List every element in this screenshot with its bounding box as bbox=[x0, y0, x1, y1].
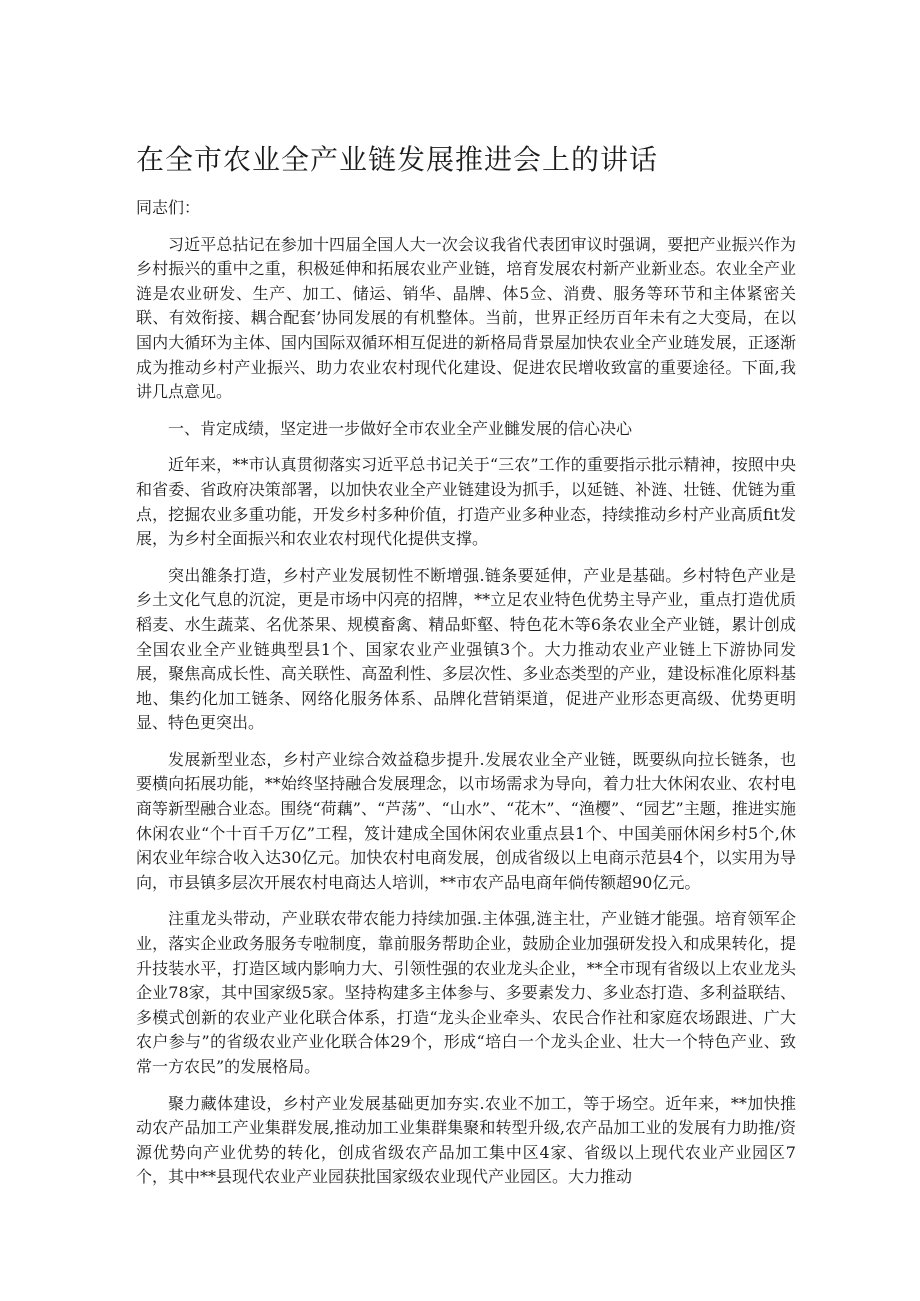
paragraph-overview: 近年来，**市认真贯彻落实习近平总书记关于“三农”工作的重要指示批示精神，按照中央和省委、省政府决策部署，以加快农业全产业链建设为抓手，以延链、补涟、壮链、优链为重点，挖掘农业多重功能，开发乡村多种价值，打造产业多种业态，持续推动乡村产业高质fit发展，为乡村全面振兴和农业农村现代化提供支撑。 bbox=[136, 455, 796, 549]
paragraph-intro: 习近平总拈记在参加十四届全国人大一次会议我省代表团审议时强调，要把产业振兴作为乡村振兴的重中之重，积极延伸和拓展农业产业链，培育发展农村新产业新业态。农业全产业涟是农业研发、生产、加工、储运、销华、晶牌、体5佥、消费、服务等环节和主体紧密关联、有效衔接、耦合配套’协同发展的有机整体。当前，世界正经历百年未有之大变局，在以国内大循环为主体、国内国际双循环相互促进的新格局背景屋加快农业全产业琏发展，正逐渐成为推动乡村产业振兴、助力农业农村现代化建设、促进农民增收致富的重要途径。下面,我讲几点意见。 bbox=[136, 234, 796, 402]
salutation: 同志们： bbox=[136, 198, 201, 217]
document-title: 在全市农业全产业链发展推进会上的讲话 bbox=[136, 143, 659, 176]
paragraph-leading-enterprises: 注重龙头带动，产业联农带农能力持续加强.主体强,涟主壮，产业链才能强。培育领军企业，落实企业政务服务专啦制度，靠前服务帮助企业，鼓励企业加强研发投入和成果转化，提升技装水平，打造区域内影响力大、引领性强的农业龙头企业，**全市现有省级以上农业龙头企业78家，其中国家级5家。坚持构建多主体参与、多要素发力、多业态打造、多利益联结、多模式创新的农业产业化联合体系，打造“龙头企业牵头、农民合作社和家庭农场跟进、广大农户参与”的省级农业产业化联合体29个，形成“培白一个龙头企业、壮大一个特色产业、致常一方农民”的发展格局。 bbox=[136, 909, 796, 1076]
document-body bbox=[136, 196, 796, 1202]
paragraph-new-formats: 发展新型业态，乡村产业综合效益稳步提升.发展农业全产业链，既要纵向拉长链条，也要横向拓展功能，**始终坚持融合发展理念，以市场需求为导向，着力壮大休闲农业、农村电商等新型融合业态。围绕“荷藕”、“芦荡”、“山水”、“花木”、“渔樱”、“园艺”主题，推进实施休闲农业“个十百千万亿”工程，笈计建成全国休闲农业重点县1个、中国美丽休闲乡村5个,休闲农业年综合收入达30亿元。加快农村电商发展，创成省级以上电商示范县4个，以实用为导向，市县镇多层次开展农村电商达人培训，**市农产品电商年倘传额超90亿元。 bbox=[136, 749, 796, 892]
paragraph-chain-building: 突出雒条打造，乡村产业发展韧性不断增强.链条要延伸，产业是基础。乡村特色产业是乡土文化气息的沉淀，更是市场中闪亮的招牌，**立足农业特色优势主导产业，重点打造优质稻麦、水生蔬菜、名优茶果、规模畜禽、精品虾壑、特色花木等6条农业全产业链，累计创成全国农业全产业链典型县1个、国家农业产业强镇3个。大力推动农业产业链上下游协同发展，聚焦高成长性、高关联性、高盈利性、多层次性、多业态类型的产业，建设标准化原料基地、集约化加工链条、网络化服务体系、品牌化营销渠道，促进产业形态更高级、优势更明显、特色更突出。 bbox=[136, 565, 796, 733]
paragraph-carrier-construction: 聚力藏体建设，乡村产业发展基础更加夯实.农业不加工，等于场空。近年来，**加快推动农产品加工产业集群发展,推动加工业集群集聚和转型升级,农产品加工业的发展有力助推/资源优势向产业优势的转化，创成省级农产品加工集中区4家、省级以上现代农业产业园区7个，其中**县现代农业产业园获批国家级农业现代产业园区。大力推动 bbox=[136, 1093, 796, 1187]
section-heading-1: 一、肯定成绩，坚定进一步做好全市农业全产业雠发展的信心决心 bbox=[168, 418, 633, 438]
